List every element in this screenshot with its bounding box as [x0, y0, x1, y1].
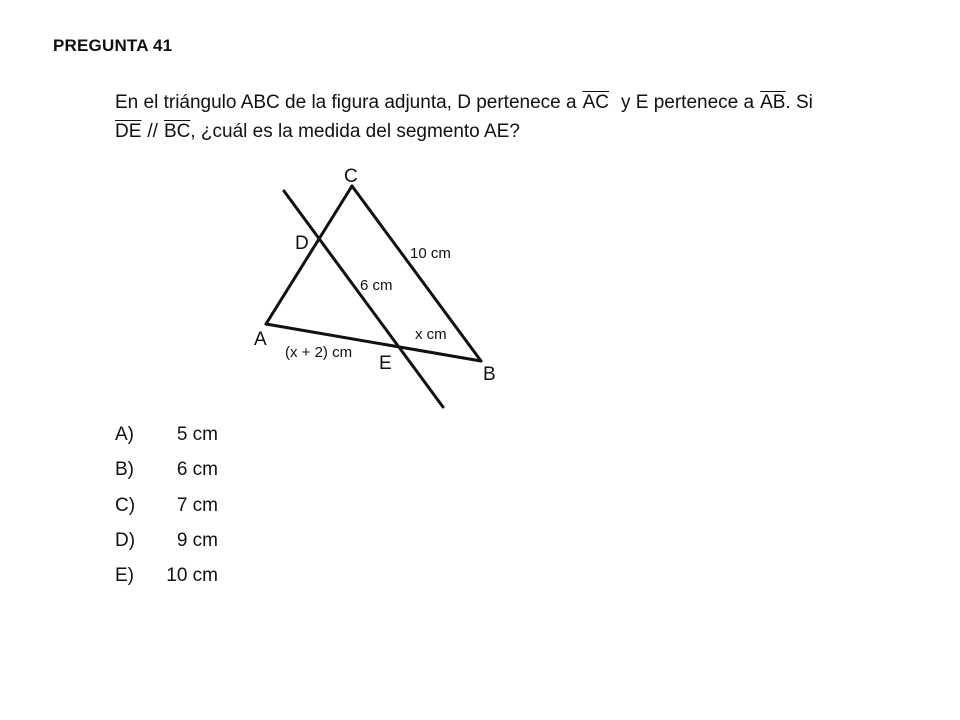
length-label-de: 6 cm	[360, 277, 393, 294]
length-label-ae: (x + 2) cm	[285, 344, 353, 361]
length-label-bc: 10 cm	[410, 245, 451, 262]
statement-text: En el triángulo ABC de la figura adjunta, D pertenece a	[115, 92, 577, 113]
option-letter: C)	[115, 494, 136, 516]
point-label-e: E	[379, 353, 392, 374]
parallel-symbol: //	[147, 121, 158, 142]
side-ac	[266, 186, 352, 324]
point-label-c: C	[344, 166, 358, 187]
option-letter: A)	[115, 424, 134, 445]
option-value: 10 cm	[166, 565, 218, 587]
transversal-de	[284, 191, 443, 407]
option-letter: B)	[115, 459, 134, 481]
statement-text: y E pertenece a	[620, 92, 755, 113]
statement-text: , ¿cuál es la medida del segmento AE?	[190, 121, 520, 142]
option-value: 6 cm	[176, 459, 218, 481]
option-letter: E)	[115, 565, 134, 587]
segment-ac: $\overline{AC}$	[582, 92, 609, 113]
option-value: 7 cm	[176, 494, 218, 516]
option-value: 9 cm	[176, 529, 218, 551]
point-label-d: D	[295, 233, 309, 254]
segment-bc: $\overline{BC}$	[163, 121, 191, 142]
question-number: PREGUNTA 41	[53, 36, 173, 55]
length-label-eb: x cm	[415, 326, 447, 343]
segment-ab: $\overline{AB}$	[760, 92, 786, 113]
option-value: 5 cm	[176, 424, 218, 445]
segment-de: $\overline{DE}$	[115, 121, 142, 142]
point-label-b: B	[483, 364, 496, 385]
option-letter: D)	[115, 529, 136, 551]
statement-text: . Si	[785, 92, 813, 113]
point-label-a: A	[254, 329, 267, 350]
